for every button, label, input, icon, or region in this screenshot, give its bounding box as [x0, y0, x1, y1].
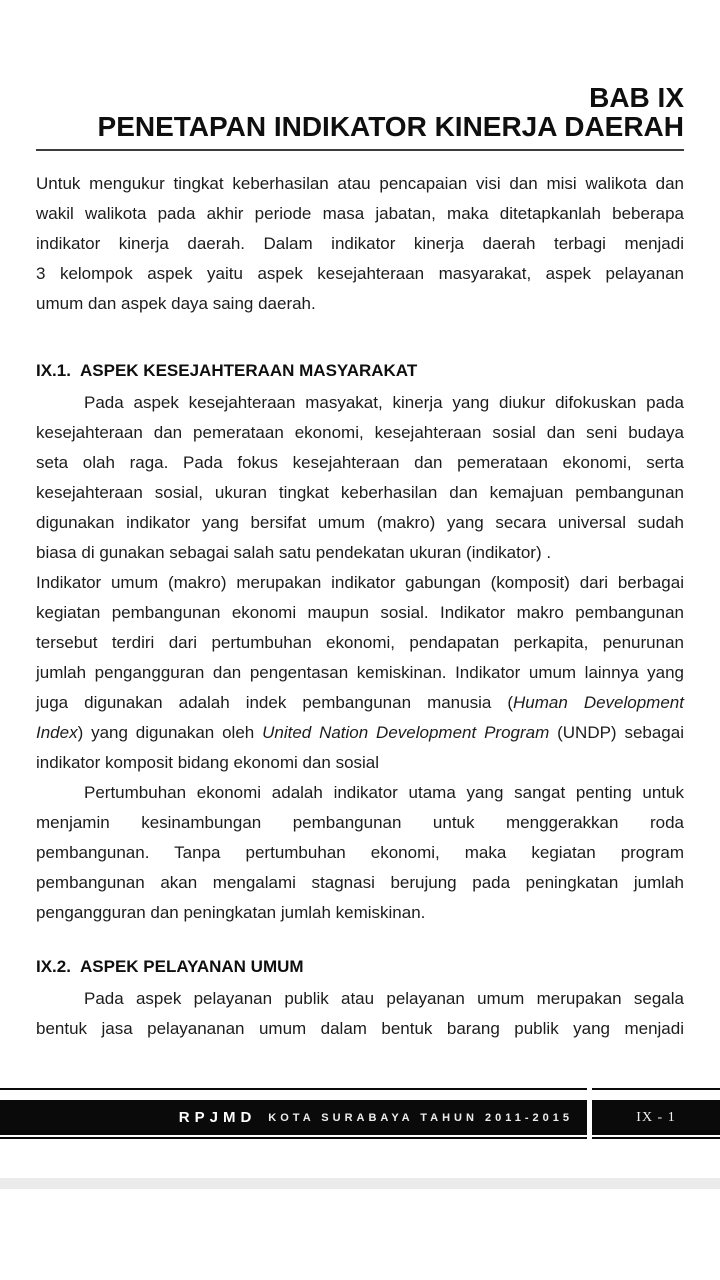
text-line: [36, 418, 684, 448]
text-run: jumlah pengangguran dan pengentasan kemiskinan. Indikator umum lainnya yang: [36, 663, 684, 682]
chapter-label: BAB IX: [589, 82, 684, 113]
text-run: pembangunan. Tanpa pertumbuhan ekonomi, maka kegiatan program: [36, 843, 684, 862]
italic-text-run: Index: [36, 723, 78, 742]
footer-page-box: [592, 1088, 720, 1139]
text-run: kesejahteraan dan pemerataan ekonomi, kesejahteraan sosial dan seni budaya: [36, 423, 684, 442]
text-line: [36, 169, 684, 199]
text-run: ) yang digunakan oleh: [77, 723, 263, 742]
text-run: kesejahteraan sosial, ukuran tingkat keberhasilan dan kemajuan pembangunan: [36, 483, 684, 502]
footer-doc-box: [0, 1088, 587, 1139]
text-run: tersebut terdiri dari pertumbuhan ekonomi, pendapatan perkapita, penurunan: [36, 633, 684, 652]
italic-text-run: Human Development: [513, 693, 684, 712]
text-run: biasa di gunakan sebagai salah satu pendekatan ukuran (indikator) .: [36, 543, 552, 562]
paragraph: [36, 778, 684, 928]
text-run: Pertumbuhan ekonomi adalah indikator utama yang sangat penting untuk: [84, 783, 684, 802]
text-line: [36, 259, 684, 289]
text-run: pengangguran dan peningkatan jumlah kemiskinan.: [36, 903, 426, 922]
page-footer: [0, 1088, 720, 1139]
text-line: [36, 388, 684, 418]
footer-doc-title: KOTA SURABAYA TAHUN 2011-2015: [268, 1111, 573, 1124]
footer-page-bar: [592, 1100, 720, 1135]
section-body-ix2: [36, 984, 684, 1044]
paragraph: [36, 388, 684, 568]
text-run: umum dan aspek daya saing daerah.: [36, 294, 316, 313]
footer-doc-abbr: RPJMD: [178, 1109, 257, 1126]
text-line: [36, 984, 684, 1014]
text-line: [36, 568, 684, 598]
section-number: IX.2.: [36, 957, 71, 976]
text-run: indikator kinerja daerah. Dalam indikator kinerja daerah terbagi menjadi: [36, 234, 684, 253]
text-run: juga digunakan adalah indek pembangunan manusia (: [36, 693, 513, 712]
section-heading-ix1: [36, 356, 684, 386]
text-run: Indikator umum (makro) merupakan indikator gabungan (komposit) dari berbagai: [36, 573, 684, 592]
text-run: indikator komposit bidang ekonomi dan sosial: [36, 753, 380, 772]
text-line: [36, 628, 684, 658]
footer-doc-bar: [0, 1100, 587, 1135]
text-line: [36, 448, 684, 478]
text-line: [36, 778, 684, 808]
text-line: [36, 838, 684, 868]
section-title: ASPEK KESEJAHTERAAN MASYARAKAT: [80, 361, 418, 380]
text-line: [36, 229, 684, 259]
text-line: [36, 718, 684, 748]
text-line: [36, 289, 684, 319]
text-line: [36, 748, 684, 778]
text-run: wakil walikota pada akhir periode masa jabatan, maka ditetapkanlah beberapa: [36, 204, 684, 223]
text-line: [36, 688, 684, 718]
text-line: [36, 598, 684, 628]
text-line: [36, 478, 684, 508]
chapter-title: PENETAPAN INDIKATOR KINERJA DAERAH: [97, 111, 684, 142]
italic-text-run: United Nation Development Program: [262, 723, 550, 742]
text-run: Pada aspek pelayanan publik atau pelayanan umum merupakan segala: [84, 989, 684, 1008]
page-number: IX - 1: [636, 1109, 676, 1125]
text-run: 3 kelompok aspek yaitu aspek kesejahteraan masyarakat, aspek pelayanan: [36, 264, 684, 283]
section-title: ASPEK PELAYANAN UMUM: [80, 957, 304, 976]
section-body-ix1: [36, 388, 684, 928]
text-line: [36, 508, 684, 538]
text-run: menjamin kesinambungan pembangunan untuk menggerakkan roda: [36, 813, 684, 832]
text-run: Pada aspek kesejahteraan masyakat, kinerja yang diukur difokuskan pada: [84, 393, 684, 412]
text-run: digunakan indikator yang bersifat umum (makro) yang secara universal sudah: [36, 513, 684, 532]
text-line: [36, 808, 684, 838]
text-run: bentuk jasa pelayananan umum dalam bentuk barang publik yang menjadi: [36, 1019, 684, 1038]
section-number: IX.1.: [36, 361, 71, 380]
text-run: Untuk mengukur tingkat keberhasilan atau pencapaian visi dan misi walikota dan: [36, 174, 684, 193]
text-run: pembangunan akan mengalami stagnasi berujung pada peningkatan jumlah: [36, 873, 684, 892]
bottom-gray-band: [0, 1178, 720, 1189]
paragraph: [36, 984, 684, 1044]
text-run: (UNDP) sebagai: [549, 723, 684, 742]
text-run: seta olah raga. Pada fokus kesejahteraan dan pemerataan ekonomi, serta: [36, 453, 684, 472]
intro-paragraph: [36, 169, 684, 319]
text-line: [36, 868, 684, 898]
paragraph: [36, 568, 684, 778]
text-line: [36, 199, 684, 229]
text-run: kegiatan pembangunan ekonomi maupun sosial. Indikator makro pembangunan: [36, 603, 684, 622]
section-heading-ix2: [36, 952, 684, 982]
text-line: [36, 1014, 684, 1044]
title-rule: [36, 149, 684, 151]
text-line: [36, 658, 684, 688]
text-line: [36, 538, 684, 568]
text-line: [36, 898, 684, 928]
